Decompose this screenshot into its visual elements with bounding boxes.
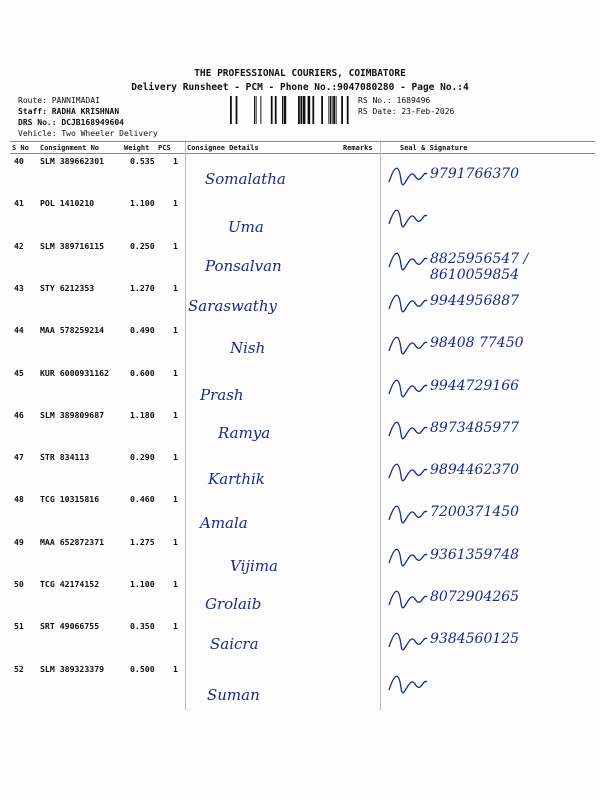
row-consignment-no: SRT 49066755 [40, 621, 100, 632]
row-pcs: 1 [173, 240, 178, 251]
consignee-handwritten-name: Ponsalvan [205, 256, 282, 275]
row-consignment-no: SLM 389809687 [40, 409, 105, 420]
row-weight: 1.180 [130, 409, 155, 420]
signature-scribble [385, 202, 430, 232]
signature-phone-handwritten: 98408 77450 [430, 335, 524, 352]
consignee-handwritten-name: Uma [228, 218, 264, 237]
row-weight: 0.535 [130, 156, 155, 166]
row-pcs: 1 [173, 156, 178, 166]
row-consignment-no: SLM 389323379 [40, 663, 105, 674]
header-top-rule [10, 141, 595, 142]
consignee-handwritten-name: Saicra [210, 635, 259, 654]
row-consignment-no: POL 1410210 [40, 198, 95, 209]
blank-page-area [0, 706, 600, 800]
col-seal-signature: Seal & Signature [400, 144, 468, 152]
row-weight: 1.100 [130, 198, 155, 209]
row-pcs: 1 [173, 494, 178, 505]
row-consignment-no: MAA 652872371 [40, 536, 105, 547]
row-pcs: 1 [173, 198, 178, 209]
signature-scribble [385, 668, 430, 698]
signature-scribble [385, 329, 430, 359]
company-title: THE PROFESSIONAL COURIERS, COIMBATORE [194, 68, 406, 79]
consignee-handwritten-name: Nish [230, 339, 266, 358]
row-sno: 46 [14, 409, 24, 420]
signature-scribble [385, 583, 430, 613]
signature-phone-handwritten: 9384560125 [430, 631, 520, 648]
signature-phone-handwritten: 9791766370 [430, 166, 520, 182]
row-sno: 41 [14, 198, 24, 209]
consignee-handwritten-name: Karthik [208, 470, 265, 489]
row-pcs: 1 [173, 621, 178, 632]
consignee-handwritten-name: Amala [200, 514, 248, 533]
signature-scribble [385, 541, 430, 571]
row-pcs: 1 [173, 325, 178, 336]
consignee-handwritten-name: Prash [200, 385, 244, 404]
signature-scribble [385, 372, 430, 402]
consignee-handwritten-name: Ramya [218, 423, 271, 442]
signature-scribble [385, 625, 430, 655]
signature-scribble [385, 287, 430, 317]
row-pcs: 1 [173, 663, 178, 674]
consignee-handwritten-name: Saraswathy [188, 296, 277, 315]
consignee-handwritten-name: Suman [207, 685, 260, 704]
row-weight: 0.350 [130, 621, 155, 632]
row-weight: 1.275 [130, 536, 155, 547]
row-weight: 0.250 [130, 240, 155, 251]
header-bottom-rule [10, 153, 595, 154]
consignee-handwritten-name: Grolaib [205, 595, 262, 613]
row-sno: 45 [14, 367, 24, 378]
row-consignment-no: MAA 578259214 [40, 325, 105, 336]
staff-label: Staff: RADHA KRISHNAN [18, 107, 120, 116]
signature-phone-handwritten: 9944729166 [430, 377, 520, 394]
col-consignment: Consignment No [40, 144, 100, 152]
signature-scribble [385, 160, 430, 190]
consignee-handwritten-name: Vijima [230, 556, 278, 575]
signature-phone-handwritten: 9944956887 [430, 292, 520, 309]
signature-phone-handwritten: 8825956547 / 8610059854 [430, 250, 529, 283]
row-consignment-no: TCG 10315816 [40, 494, 100, 505]
signature-phone-handwritten: 8072904265 [430, 589, 520, 605]
row-weight: 0.290 [130, 452, 155, 463]
signature-scribble [385, 498, 430, 528]
row-weight: 0.500 [130, 663, 155, 674]
row-sno: 44 [14, 325, 24, 336]
row-consignment-no: TCG 42174152 [40, 579, 100, 589]
row-weight: 0.460 [130, 494, 155, 505]
signature-phone-handwritten: 7200371450 [430, 504, 520, 521]
col-consignee: Consignee Details [187, 144, 259, 152]
consignee-column-divider [185, 140, 186, 710]
signature-phone-handwritten: 9361359748 [430, 546, 520, 563]
signature-scribble [385, 414, 430, 444]
row-weight: 1.100 [130, 579, 155, 589]
signature-scribble [385, 245, 430, 275]
row-weight: 1.270 [130, 282, 155, 293]
row-pcs: 1 [173, 409, 178, 420]
row-sno: 42 [14, 240, 24, 251]
row-pcs: 1 [173, 579, 178, 589]
signature-phone-handwritten: 8973485977 [430, 419, 520, 436]
row-sno: 49 [14, 536, 24, 547]
col-pcs: PCS [158, 144, 171, 152]
row-pcs: 1 [173, 367, 178, 378]
row-consignment-no: SLM 389662301 [40, 156, 105, 166]
runsheet-subtitle: Delivery Runsheet - PCM - Phone No.:9047080280 - Page No.:4 [131, 82, 469, 93]
row-pcs: 1 [173, 282, 178, 293]
row-sno: 43 [14, 282, 24, 293]
col-weight: Weight [124, 144, 150, 152]
consignee-handwritten-name: Somalatha [205, 170, 286, 188]
row-weight: 0.490 [130, 325, 155, 336]
row-sno: 50 [14, 579, 24, 589]
row-consignment-no: STY 6212353 [40, 282, 95, 293]
vehicle-label: Vehicle: Two Wheeler Delivery [18, 129, 158, 138]
row-sno: 48 [14, 494, 24, 505]
rs-number: RS No.: 1689496 [358, 96, 431, 105]
row-sno: 52 [14, 663, 24, 674]
signature-column-divider [380, 140, 381, 710]
signature-phone-handwritten: 9894462370 [430, 462, 520, 479]
row-sno: 47 [14, 452, 24, 463]
route-label: Route: PANNIMADAI [18, 96, 100, 105]
row-sno: 51 [14, 621, 24, 632]
row-consignment-no: STR 834113 [40, 452, 90, 463]
rs-date: RS Date: 23-Feb-2026 [358, 107, 455, 116]
signature-scribble [385, 456, 430, 486]
barcode-image [230, 96, 356, 124]
row-sno: 40 [14, 156, 24, 166]
row-pcs: 1 [173, 536, 178, 547]
drs-label: DRS No.: DCJB168949604 [18, 118, 124, 127]
row-consignment-no: SLM 389716115 [40, 240, 105, 251]
row-weight: 0.600 [130, 367, 155, 378]
row-pcs: 1 [173, 452, 178, 463]
col-remarks: Remarks [343, 144, 373, 152]
col-sno: S No [12, 144, 29, 152]
row-consignment-no: KUR 6000931162 [40, 367, 110, 378]
